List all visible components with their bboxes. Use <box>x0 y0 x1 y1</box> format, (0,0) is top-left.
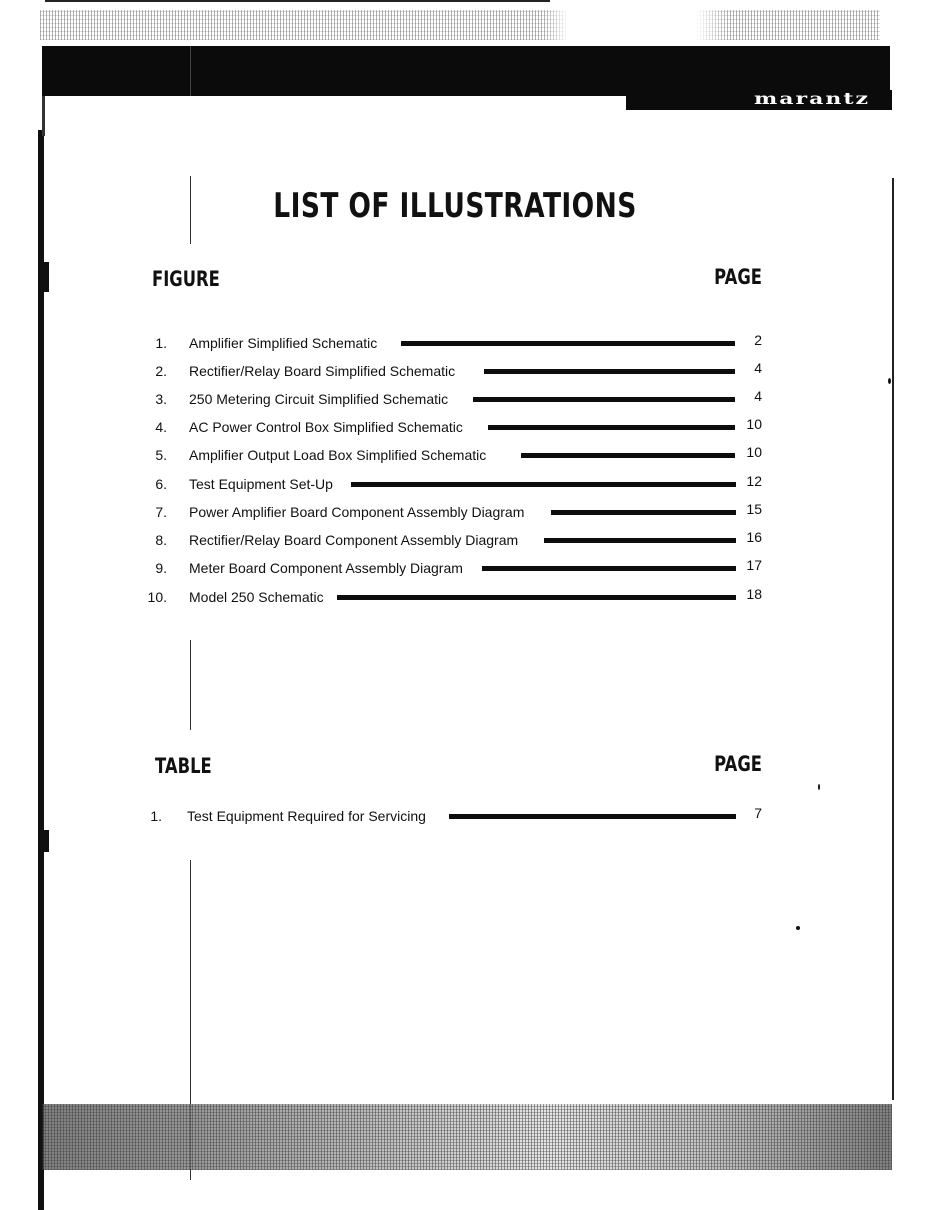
scan-speck <box>818 784 820 790</box>
table-entry <box>0 805 935 828</box>
margin-rule <box>190 46 191 96</box>
scan-noise-bottom <box>42 1104 892 1170</box>
entry-label: Meter Board Component Assembly Diagram <box>189 560 463 576</box>
figure-page-column-heading: PAGE <box>714 265 762 289</box>
entry-label: Amplifier Output Load Box Simplified Schematic <box>189 447 487 463</box>
entry-number: 10. <box>147 589 167 605</box>
figure-entry <box>0 332 935 355</box>
entry-label: AC Power Control Box Simplified Schematic <box>189 419 463 435</box>
dot-leader <box>351 482 736 487</box>
binding-edge <box>38 130 44 1210</box>
figure-entry <box>0 473 935 496</box>
scan-artifact-top-line <box>45 0 550 2</box>
margin-rule <box>190 640 191 730</box>
entry-label: Test Equipment Required for Servicing <box>187 808 426 824</box>
dot-leader <box>484 369 735 374</box>
figure-entry <box>0 388 935 411</box>
entry-page: 4 <box>754 360 762 376</box>
entry-label: Test Equipment Set-Up <box>189 476 333 492</box>
binding-mark <box>44 830 49 852</box>
dot-leader <box>488 425 735 430</box>
table-column-heading: TABLE <box>155 754 212 778</box>
entry-page: 17 <box>746 557 762 573</box>
dot-leader <box>401 341 735 346</box>
figure-entry <box>0 360 935 383</box>
entry-page: 4 <box>754 388 762 404</box>
entry-label: Model 250 Schematic <box>189 589 324 605</box>
entry-label: Power Amplifier Board Component Assembly Diagram <box>189 504 525 520</box>
binding-edge-top <box>42 96 45 136</box>
entry-page: 16 <box>746 529 762 545</box>
dot-leader <box>337 595 736 600</box>
entry-page: 10 <box>746 444 762 460</box>
entry-number: 2. <box>155 363 167 379</box>
dot-leader <box>473 397 735 402</box>
entry-page: 2 <box>754 332 762 348</box>
entry-number: 3. <box>155 391 167 407</box>
figure-entry <box>0 416 935 439</box>
figure-entry <box>0 444 935 467</box>
figure-entry <box>0 557 935 580</box>
entry-label: 250 Metering Circuit Simplified Schematic <box>189 391 449 407</box>
entry-number: 4. <box>155 419 167 435</box>
dot-leader <box>521 453 735 458</box>
entry-label: Rectifier/Relay Board Component Assembly Diagram <box>189 532 519 548</box>
table-page-column-heading: PAGE <box>714 752 762 776</box>
entry-page: 10 <box>746 416 762 432</box>
marantz-logo: marantz <box>753 89 870 109</box>
dot-leader <box>449 814 736 819</box>
entry-number: 7. <box>155 504 167 520</box>
entry-label: Amplifier Simplified Schematic <box>189 335 378 351</box>
entry-page: 18 <box>746 586 762 602</box>
figure-entry <box>0 586 935 609</box>
entry-number: 1. <box>155 335 167 351</box>
binding-mark <box>44 262 49 292</box>
figure-entry <box>0 501 935 524</box>
entry-label: Rectifier/Relay Board Simplified Schematic <box>189 363 456 379</box>
entry-number: 5. <box>155 447 167 463</box>
entry-number: 8. <box>155 532 167 548</box>
dot-leader <box>482 566 736 571</box>
entry-page: 7 <box>754 805 762 821</box>
figure-column-heading: FIGURE <box>152 267 220 291</box>
right-margin-rule <box>892 178 894 1100</box>
entry-number: 1. <box>150 808 162 824</box>
entry-page: 12 <box>746 473 762 489</box>
dot-leader <box>544 538 736 543</box>
entry-number: 6. <box>155 476 167 492</box>
dot-leader <box>551 510 736 515</box>
entry-number: 9. <box>155 560 167 576</box>
entry-page: 15 <box>746 501 762 517</box>
page-title: LIST OF ILLUSTRATIONS <box>273 186 637 226</box>
scan-noise-top <box>40 10 880 40</box>
scan-speck <box>796 926 800 930</box>
figure-entry <box>0 529 935 552</box>
